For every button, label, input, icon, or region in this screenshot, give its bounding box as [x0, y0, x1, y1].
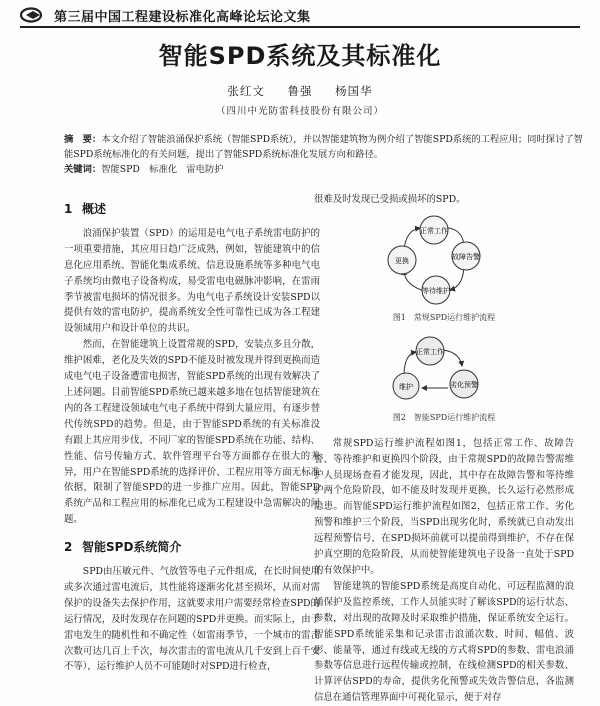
section-2-heading	[64, 540, 320, 556]
paragraph: 然而，在智能建筑上设置常规的SPD，安装点多且分散，维护困难，老化及失效的SPD不能及时被发现并得到更换而造成电气电子设备遭雷电损害，智能SPD系统的出现有效解决了上述问题。目前智能SPD系统已越来越多地在包括智能建筑在内的各工程建设领域电气电子系统中得到大量应用，有逐步替代传统SPD的趋势。但是，由于智能SPD系统的有关标准没有跟上其应用步伐，不同厂家的智能SPD系统在功能、结构、性能、信号传输方式、软件管理平台等方面都存在很大的差异，用户在智能SPD系统的选择评价、工程应用等方面无标准依据，限制了智能SPD的进一步推广应用。因此，智能SPD系统产品和工程应用的标准化已成为工程建设中急需解决的问题。	[64, 339, 320, 526]
left-column	[64, 190, 320, 675]
node-label: 正常工作	[420, 226, 448, 235]
node-label: 等待维护	[422, 286, 450, 295]
paper-title: 智能SPD系统及其标准化	[158, 42, 442, 70]
node-label: 维护	[399, 382, 413, 391]
paragraph: SPD由压敏元件、气放管等电子元件组成，在长时间使用或多次通过雷电流后，其性能将逐渐劣化甚至损坏，从而对需保护的设备失去保护作用，这就要求用户需要经常检查SPD的运行情况，及时发现存在问题的SPD并更换。而实际上，由于雷电发生的随机性和不确定性（如雷雨季节，一个城市的雷击次数可达几百上千次，每次雷击的雷电流从几千安到上百千安不等），运行维护人员不可能随时对SPD进行检查，	[64, 566, 320, 673]
section-number: 2	[64, 540, 73, 555]
node-label: 正常工作	[416, 347, 444, 356]
right-column	[314, 192, 574, 706]
keywords-label: 关键词：	[64, 164, 102, 175]
paragraph: 智能建筑的智能SPD系统是高度自动化、可远程监测的浪涌保护及监控系统，工作人员能实时了解该SPD的运行状态、参数，对出现的故障及时采取维护措施，保证系统安全运行。智能SPD系统能采集和记录雷击浪涌次数、时间、幅值、波形、能量等，通过有线或无线的方式将SPD的参数、雷电浪涌参数等信息进行远程传输或控制，在线检测SPD的相关参数、计算评估SPD的寿命，提供劣化预警或失效告警信息，各监测信息在通信管理界面中可视化显示，便于对存	[314, 580, 574, 704]
figure-1-diagram	[324, 214, 564, 306]
flow-arrow	[404, 352, 416, 376]
section-1-heading	[64, 202, 320, 218]
keywords-text: 智能SPD 标准化 雷电防护	[101, 164, 224, 175]
paragraph: 浪涌保护装置（SPD）的运用是电气电子系统雷电防护的一项重要措施，其应用日趋广泛成熟，例如，智能建筑中的信息化应用系统、智能化集成系统、信息设施系统等多种电气电子系统均由微电子设备构成，易受雷电电磁脉冲影响，在雷雨季节被雷电损坏的情况很多。为电气电子系统设计安装SPD以提供有效的雷电防护，提高系统安全性可靠性已成为各工程建设领域用户和设计单位的共识。	[64, 227, 320, 335]
paper-affiliation: （四川中光防雷科技股份有限公司）	[215, 106, 384, 117]
section-title: 概述	[82, 202, 107, 216]
abstract-block	[64, 132, 584, 177]
abstract-label: 摘 要：	[64, 134, 102, 145]
header-title: 第三届中国工程建设标准化高峰论坛论文集	[54, 9, 311, 25]
paragraph: 很难及时发现已受损或损坏的SPD。	[314, 194, 466, 205]
running-header	[20, 4, 580, 28]
figure-2-diagram	[324, 336, 564, 406]
node-label: 更换	[395, 256, 409, 265]
figure-2-caption: 图2 智能SPD运行维护流程	[392, 412, 496, 422]
abstract-text: 本文介绍了智能浪涌保护系统（智能SPD系统），并以智能建筑物为例介绍了智能SPD系统的工程应用；同时探讨了智能SPD系统标准化的有关问题，提出了智能SPD系统标准化发展方向和路径。	[64, 134, 583, 160]
paper-authors: 张红文 鲁强 杨国华	[227, 84, 373, 98]
conference-logo-icon	[20, 7, 46, 23]
section-title: 智能SPD系统简介	[82, 540, 182, 555]
paragraph: 常规SPD运行维护流程如图1，包括正常工作、故障告警、等待维护和更换四个阶段，由于常规SPD的故障告警需维护人员现场查看才能发现，因此，其中存在故障告警和等待维护两个危险阶段，如不能及时发现并更换，长久运行必然形成隐患。而智能SPD运行维护流程如图2，包括正常工作、劣化预警和维护三个阶段，当SPD出现劣化时，系统就已自动发出远程预警信号，在SPD损坏前就可以提前得到维护，不存在保护真空期的危险阶段，从而使智能建筑电子设备一直处于SPD的有效保护中。	[314, 437, 574, 576]
section-number: 1	[64, 202, 73, 216]
figure-1	[324, 214, 564, 326]
node-label: 故障告警	[452, 252, 480, 261]
figure-1-caption: 图1 常规SPD运行维护流程	[392, 312, 496, 322]
figure-2	[324, 336, 564, 426]
node-label: 劣化预警	[450, 380, 478, 389]
